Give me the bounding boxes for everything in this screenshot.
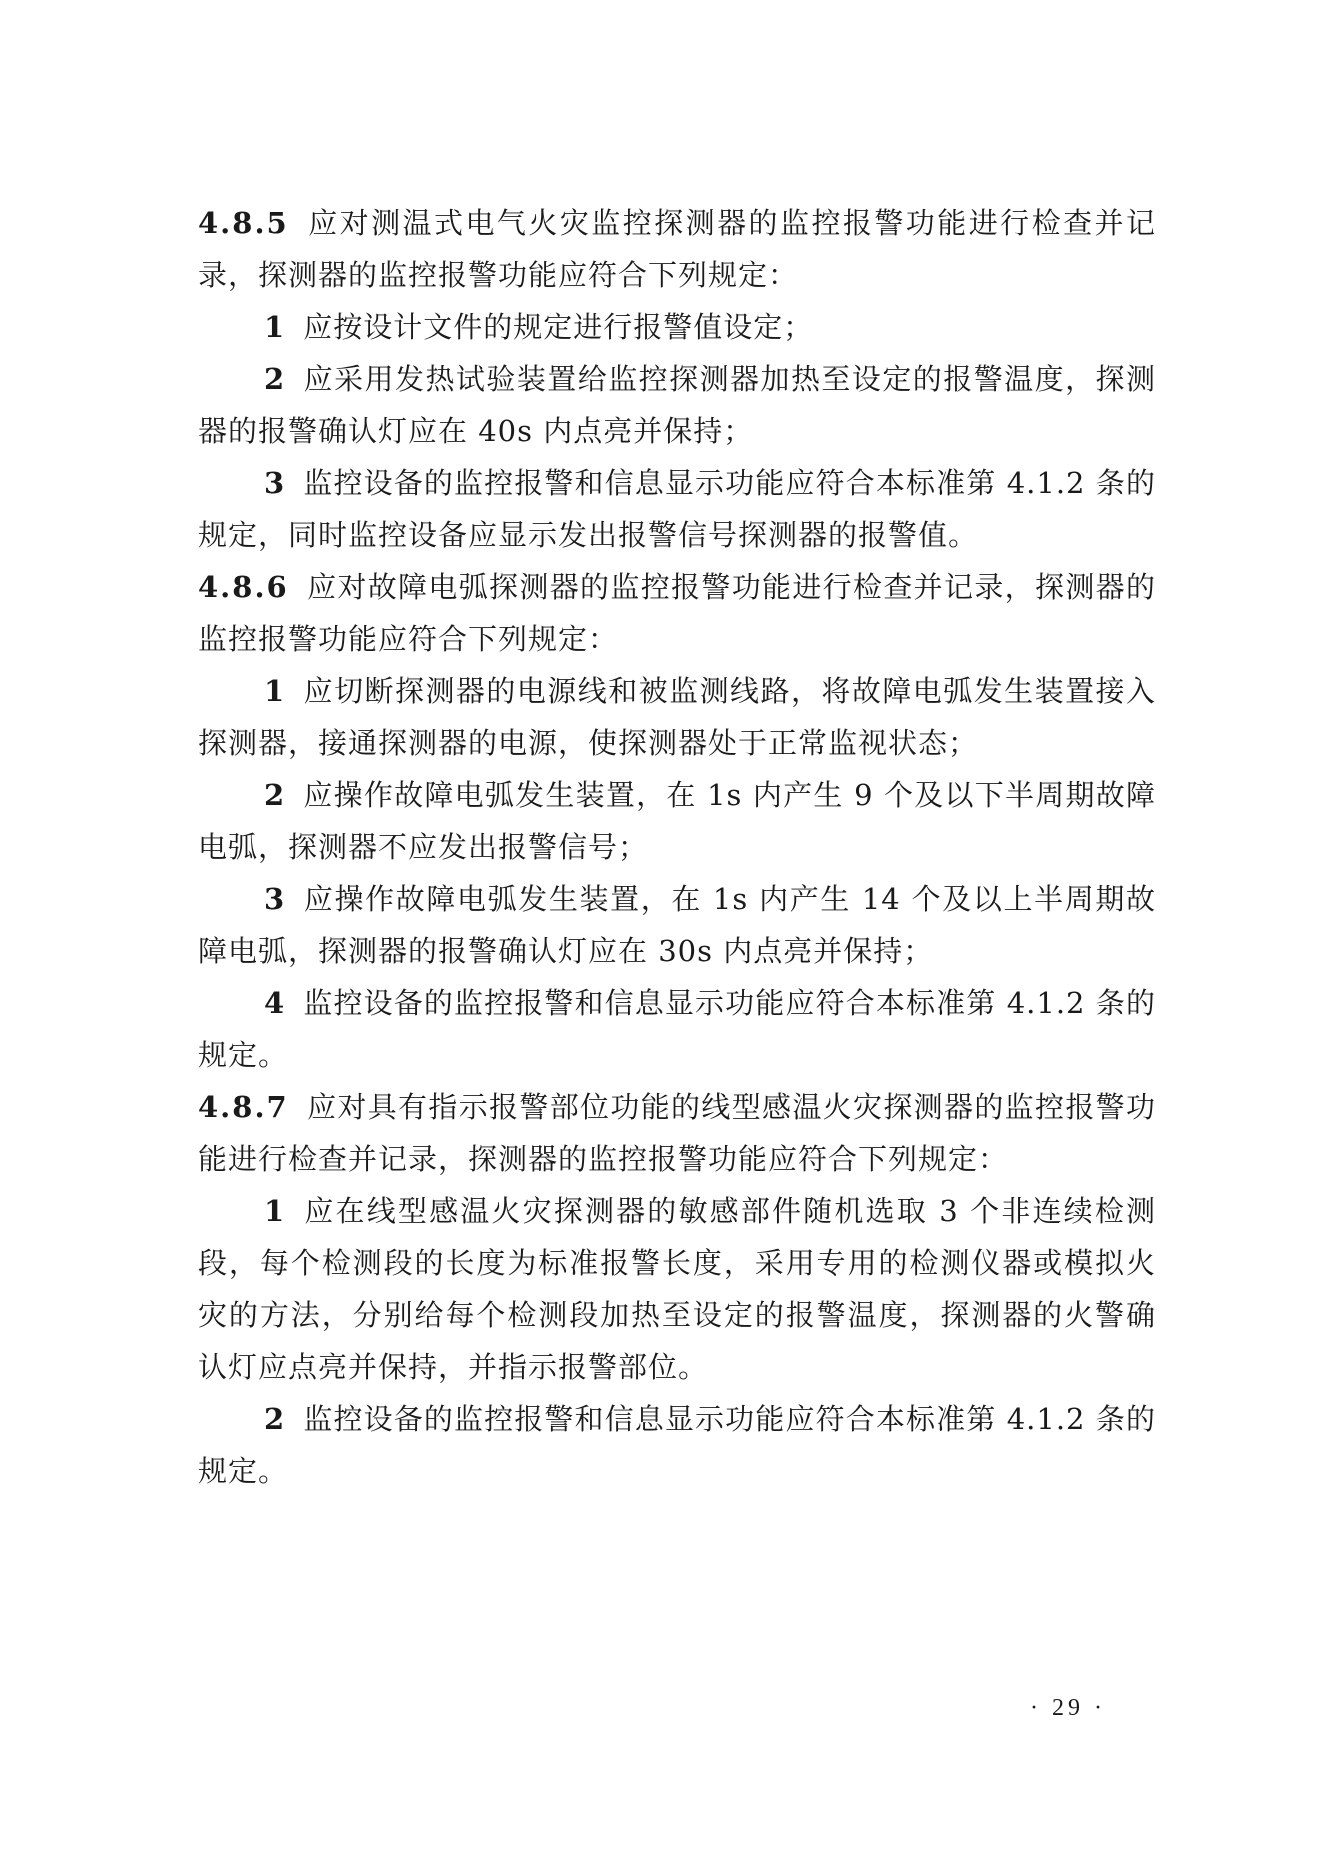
item-text: 应操作故障电弧发生装置，在 1s 内产生 14 个及以上半周期故障电弧，探测器的报警确认灯应在 30s 内点亮并保持； bbox=[198, 882, 1156, 968]
item-number: 2 bbox=[264, 778, 286, 812]
clause-number: 4.8.5 bbox=[198, 206, 289, 240]
list-item bbox=[198, 665, 1156, 769]
item-text: 应操作故障电弧发生装置，在 1s 内产生 9 个及以下半周期故障电弧，探测器不应发出报警信号； bbox=[198, 778, 1156, 864]
item-text: 应采用发热试验装置给监控探测器加热至设定的报警温度，探测器的报警确认灯应在 40s 内点亮并保持； bbox=[198, 362, 1156, 448]
item-number: 1 bbox=[264, 310, 286, 344]
item-text: 应在线型感温火灾探测器的敏感部件随机选取 3 个非连续检测段，每个检测段的长度为标准报警长度，采用专用的检测仪器或模拟火灾的方法，分别给每个检测段加热至设定的报警温度，探测器的火警确认灯应点亮并保持，并指示报警部位。 bbox=[198, 1194, 1156, 1384]
item-text: 监控设备的监控报警和信息显示功能应符合本标准第 4.1.2 条的规定。 bbox=[198, 986, 1156, 1072]
item-text: 监控设备的监控报警和信息显示功能应符合本标准第 4.1.2 条的规定。 bbox=[198, 1402, 1156, 1488]
list-item bbox=[198, 769, 1156, 873]
list-item bbox=[198, 301, 1156, 353]
list-item bbox=[198, 457, 1156, 561]
item-number: 1 bbox=[264, 1194, 286, 1228]
item-text: 应按设计文件的规定进行报警值设定； bbox=[303, 310, 814, 344]
clause-number: 4.8.7 bbox=[198, 1090, 289, 1124]
clause-text: 应对测温式电气火灾监控探测器的监控报警功能进行检查并记录，探测器的监控报警功能应符合下列规定： bbox=[198, 206, 1156, 292]
item-number: 3 bbox=[264, 466, 286, 500]
clause-4-8-7 bbox=[198, 1081, 1156, 1185]
list-item bbox=[198, 977, 1156, 1081]
item-number: 3 bbox=[264, 882, 286, 916]
list-item bbox=[198, 1185, 1156, 1393]
document-body bbox=[198, 197, 1156, 1497]
page-number: · 29 · bbox=[1030, 1695, 1106, 1721]
item-number: 2 bbox=[264, 1402, 286, 1436]
clause-text: 应对具有指示报警部位功能的线型感温火灾探测器的监控报警功能进行检查并记录，探测器的监控报警功能应符合下列规定： bbox=[198, 1090, 1156, 1176]
item-text: 监控设备的监控报警和信息显示功能应符合本标准第 4.1.2 条的规定，同时监控设备应显示发出报警信号探测器的报警值。 bbox=[198, 466, 1156, 552]
item-text: 应切断探测器的电源线和被监测线路，将故障电弧发生装置接入探测器，接通探测器的电源，使探测器处于正常监视状态； bbox=[198, 674, 1156, 760]
list-item bbox=[198, 1393, 1156, 1497]
list-item bbox=[198, 353, 1156, 457]
list-item bbox=[198, 873, 1156, 977]
item-number: 2 bbox=[264, 362, 286, 396]
item-number: 4 bbox=[264, 986, 286, 1020]
item-number: 1 bbox=[264, 674, 286, 708]
clause-4-8-5 bbox=[198, 197, 1156, 301]
clause-number: 4.8.6 bbox=[198, 570, 289, 604]
clause-4-8-6 bbox=[198, 561, 1156, 665]
clause-text: 应对故障电弧探测器的监控报警功能进行检查并记录，探测器的监控报警功能应符合下列规定： bbox=[198, 570, 1156, 656]
